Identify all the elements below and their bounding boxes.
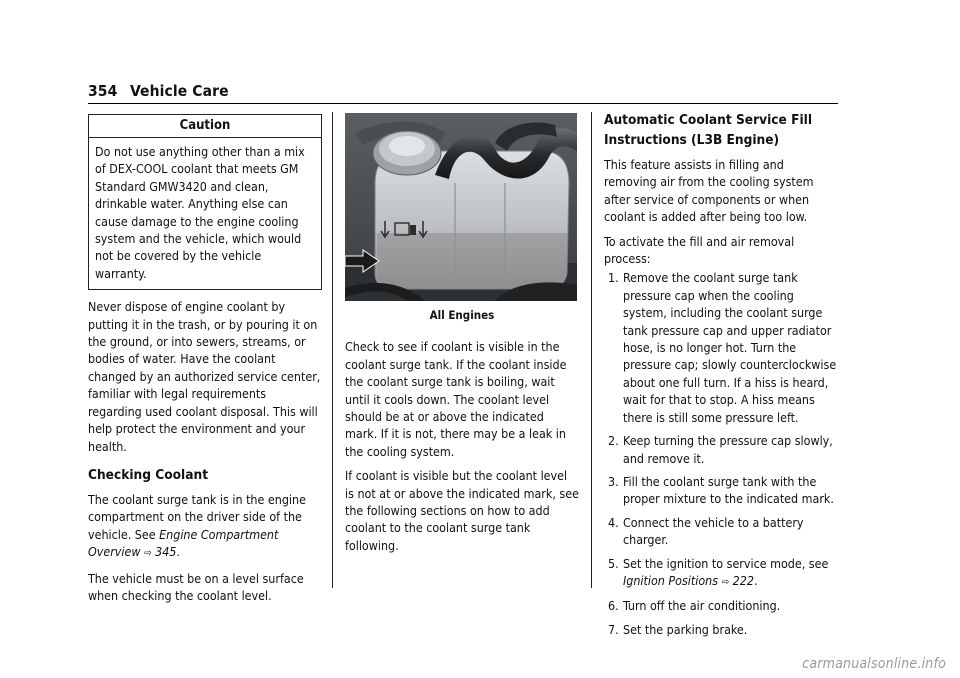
ignition-positions-page[interactable]: 222 (732, 572, 754, 588)
step-number: 4. (608, 514, 619, 530)
list-item (604, 621, 840, 638)
middle-paragraph-1: Check to see if coolant is visible in the coolant surge tank. If the coolant inside the coolant surge tank is boiling, wait until it cools down. The coolant level should be at or above the indicated mark. If it is not, there may be a leak in the cooling system. (345, 339, 567, 459)
caution-title: Caution (89, 115, 321, 138)
page-header (88, 82, 229, 100)
right-column (604, 110, 840, 644)
caution-body: Do not use anything other than a mix of DEX-COOL coolant that meets GM Standard GMW3420 and clean, drinkable water. Anything else can cause damage to the engine cooling system and the vehicle, which would not be covered by the vehicle warranty. (95, 144, 305, 281)
step-number: 3. (608, 473, 619, 489)
column-divider-right (591, 112, 592, 588)
page-ref-arrow-icon: ⇨ (721, 576, 730, 588)
step-text: Set the ignition to service mode, see (623, 555, 829, 571)
checking-paragraph-1 (88, 491, 322, 563)
checking-paragraph-2: The vehicle must be on a level surface when checking the coolant level. (88, 570, 304, 603)
step-text: Turn off the air conditioning. (623, 598, 781, 614)
step-text: Fill the coolant surge tank with the proper mixture to the indicated mark. (623, 473, 834, 507)
step-number: 2. (608, 433, 619, 449)
image-caption: All Engines (429, 308, 495, 322)
middle-column (345, 113, 579, 561)
section-title: Vehicle Care (130, 82, 229, 100)
watermark: carmanualsonline.info (802, 656, 946, 672)
caution-box (88, 114, 322, 290)
engine-compartment-ref[interactable]: Engine Compartment Overview (88, 526, 279, 560)
engine-compartment-page[interactable]: 345 (155, 544, 177, 560)
step-text: Keep turning the pressure cap slowly, and remove it. (623, 433, 833, 466)
left-column (88, 114, 322, 611)
middle-paragraph-2: If coolant is visible but the coolant level is not at or above the indicated mark, see the following sections on how to add coolant to the coolant surge tank following. (345, 468, 579, 553)
ignition-positions-link[interactable] (623, 573, 754, 588)
step-text: Remove the coolant surge tank pressure cap when the cooling system, including the coolant surge tank pressure cap and upper radiator hose, is no longer hot. Turn the pressure cap; slowly counterclockwise about one full turn. If a hiss is heard, wait for that to stop. A hiss means there is still some pressure left. (623, 270, 837, 425)
column-divider-left (332, 112, 333, 588)
checking-coolant-heading: Checking Coolant (88, 466, 209, 483)
list-item (604, 473, 840, 508)
step-number: 6. (608, 598, 619, 614)
list-item (604, 514, 840, 549)
step-text: Connect the vehicle to a battery charger. (623, 514, 804, 548)
list-item (604, 432, 840, 467)
list-item (604, 555, 840, 592)
automatic-fill-intro: This feature assists in filling and removing air from the cooling system after service of components or when coolant is added after being too low. (604, 157, 814, 225)
step-number: 5. (608, 555, 619, 571)
step-text-end: . (753, 572, 758, 588)
fill-steps-list (604, 269, 840, 638)
activation-lead: To activate the fill and air removal process: (604, 233, 795, 267)
step-text: Set the parking brake. (623, 621, 748, 637)
page-ref-arrow-icon: ⇨ (144, 548, 152, 560)
coolant-surge-tank-photo (345, 113, 577, 301)
automatic-fill-heading: Automatic Coolant Service Fill Instructions (L3B Engine) (604, 112, 813, 148)
step-number: 7. (608, 621, 619, 637)
ignition-positions-ref[interactable]: Ignition Positions (623, 572, 719, 588)
page-number: 354 (88, 82, 118, 100)
header-rule (88, 103, 838, 104)
list-item (604, 269, 840, 426)
checking-p1-text: The coolant surge tank is in the engine compartment on the driver side of the vehicle. See (88, 491, 306, 542)
checking-p1-end: . (176, 544, 180, 560)
disposal-paragraph: Never dispose of engine coolant by putting it in the trash, or by pouring it on the ground, or into sewers, streams, or bodies of water. Have the coolant changed by an authorized service center, familiar with legal requirements regarding used coolant disposal. This will help protect the environment and your health. (88, 299, 321, 454)
step-number: 1. (608, 270, 619, 286)
list-item (604, 597, 840, 614)
